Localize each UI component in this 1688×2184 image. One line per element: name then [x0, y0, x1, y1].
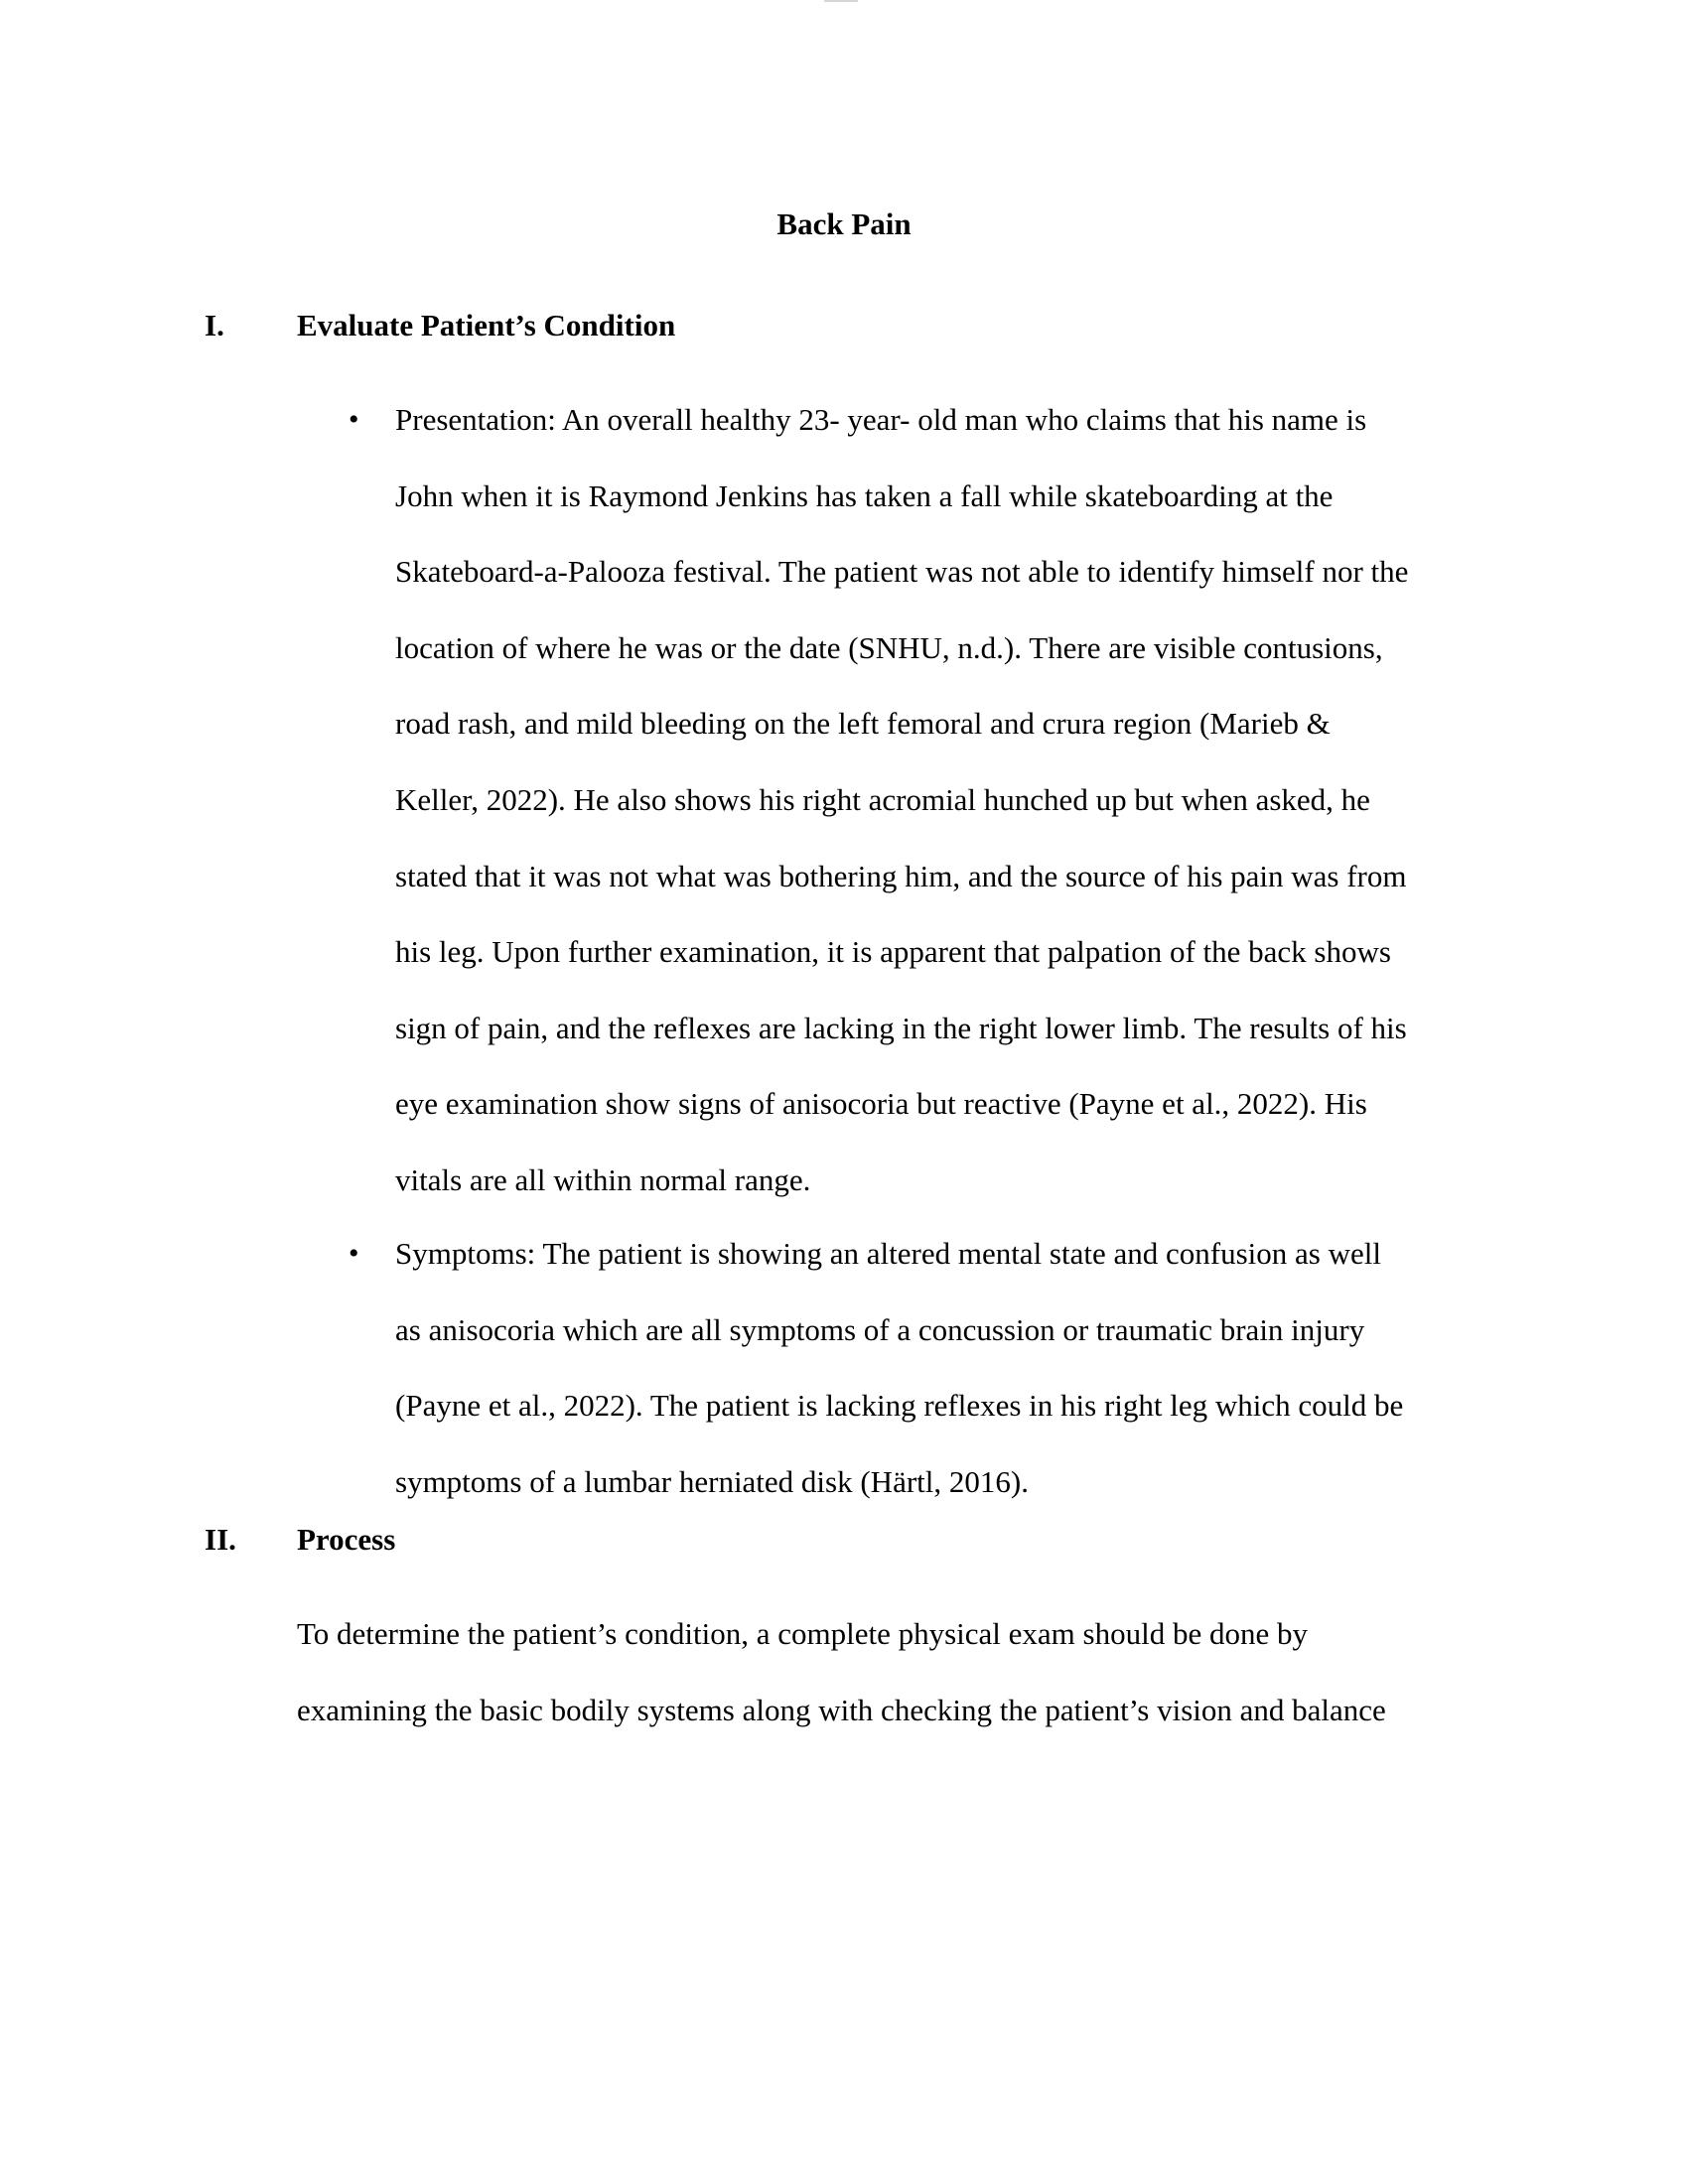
bullet-presentation — [349, 382, 1497, 1219]
paragraph-line: Skateboard-a-Palooza festival. The patient was not able to identify himself nor the — [395, 554, 1409, 590]
paragraph-line: (Payne et al., 2022). The patient is lacking reflexes in his right leg which could be — [395, 1388, 1404, 1424]
paragraph-line: To determine the patient’s condition, a complete physical exam should be done by — [297, 1616, 1308, 1651]
header-mark — [824, 0, 858, 2]
paragraph-line: location of where he was or the date (SNHU, n.d.). There are visible contusions, — [395, 629, 1383, 665]
paragraph-line: John when it is Raymond Jenkins has taken a fall while skateboarding at the — [395, 478, 1334, 513]
paragraph-line: symptoms of a lumbar herniated disk (Härtl, 2016). — [395, 1463, 1029, 1499]
section-heading-text: Evaluate Patient’s Condition — [297, 308, 676, 342]
paragraph-line: as anisocoria which are all symptoms of a concussion or traumatic brain injury — [395, 1311, 1365, 1347]
section-numeral: I. — [205, 308, 224, 342]
paragraph-line: road rash, and mild bleeding on the left femoral and crura region (Marieb & — [395, 706, 1331, 742]
paragraph-line: Symptoms: The patient is showing an altered mental state and confusion as well — [395, 1236, 1381, 1271]
paragraph-line: Presentation: An overall healthy 23- year- old man who claims that his name is — [395, 402, 1367, 437]
bullet-icon: • — [349, 1237, 359, 1270]
section-numeral: II. — [205, 1522, 236, 1557]
paragraph-line: sign of pain, and the reflexes are lacking in the right lower limb. The results of his — [395, 1010, 1407, 1045]
paragraph-line: vitals are all within normal range. — [395, 1161, 811, 1197]
process-paragraph — [297, 1596, 1488, 1748]
bullet-icon: • — [349, 403, 359, 436]
paragraph-line: examining the basic bodily systems along with checking the patient’s vision and balance — [297, 1692, 1386, 1727]
paragraph-line: Keller, 2022). He also shows his right acromial hunched up but when asked, he — [395, 781, 1370, 817]
paragraph-line: stated that it was not what was bothering him, and the source of his pain was from — [395, 858, 1407, 893]
section-heading-text: Process — [297, 1522, 396, 1557]
paragraph-line: his leg. Upon further examination, it is apparent that palpation of the back shows — [395, 934, 1391, 970]
paragraph-line: eye examination show signs of anisocoria but reactive (Payne et al., 2022). His — [395, 1086, 1367, 1122]
bullet-symptoms — [349, 1216, 1497, 1520]
document-title: Back Pain — [776, 206, 912, 241]
